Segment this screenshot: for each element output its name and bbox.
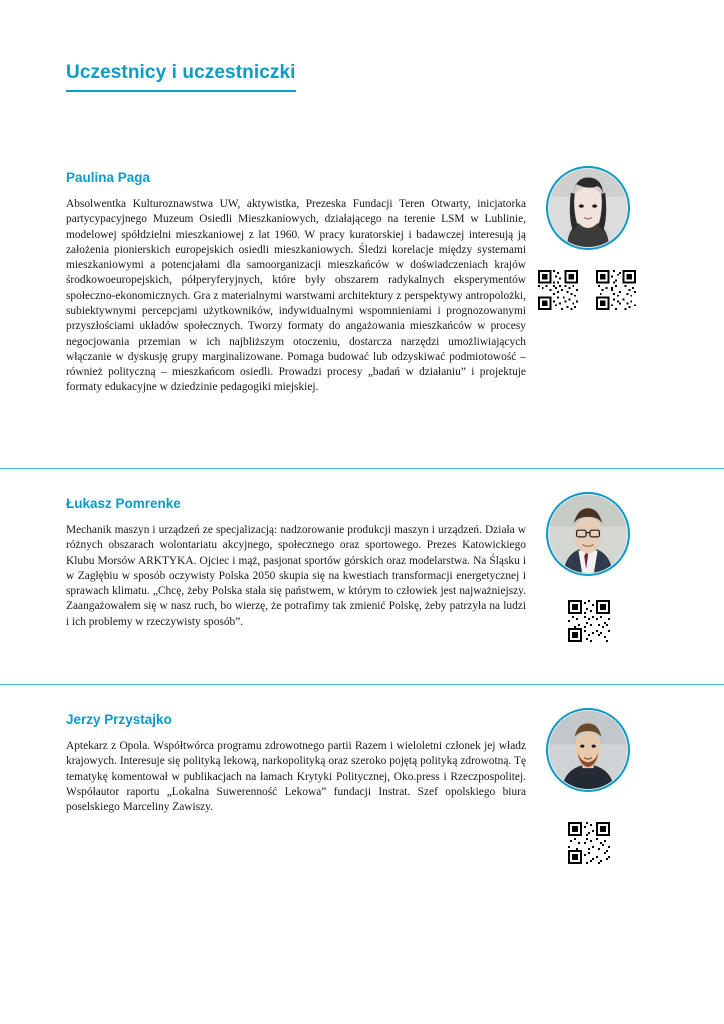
qr-codes [538, 270, 648, 310]
participant-name: Jerzy Przystajko [66, 712, 172, 727]
avatar [546, 492, 630, 576]
section-divider [0, 468, 724, 469]
avatar-image [546, 708, 630, 792]
portrait-illustration [548, 494, 628, 574]
qr-code-icon[interactable] [568, 600, 610, 642]
qr-codes [568, 822, 652, 864]
participant-entry [0, 712, 724, 832]
participant-name: Łukasz Pomrenke [66, 496, 181, 511]
qr-code-icon[interactable] [538, 270, 578, 310]
participant-bio: Mechanik maszyn i urządzeń ze specjalizacją: nadzorowanie produkcji maszyn i urządzeń. Działa w różnych obszarach wolontariatu akcyjnego, społecznego oraz sportowego. Prezes Katowickiego Klubu Morsów ARKTYKA. Ojciec i mąż, pasjonat sportów górskich oraz modelarstwa. Na Śląsku i w Zagłębiu w sposób oczywisty Polska 2050 skupia się na kwestiach transformacji energetycznej i sprawach klimatu. „Chcę, żeby Polska stała się państwem, w którym to człowiek jest najważniejszy. Zaangażowałem się w nasz ruch, bo wierzę, że potrafimy tak zmienić Polskę, żeby patrzyła na ludzi i ich problemy w rzeczywisty sposób”. [66, 524, 526, 628]
portrait-illustration [548, 168, 628, 248]
participant-entry [0, 496, 724, 628]
section-divider [0, 684, 724, 685]
avatar-image [546, 492, 630, 576]
portrait-illustration [548, 710, 628, 790]
avatar [546, 166, 630, 250]
avatar [546, 708, 630, 792]
qr-codes [568, 600, 652, 642]
participant-bio: Absolwentka Kulturoznawstwa UW, aktywistka, Prezeska Fundacji Teren Otwarty, inicjatorka partycypacyjnego Muzeum Osiedli Mieszkaniowych, działającego na terenie LSM w Lublinie, modelowej spółdzielni mieszkaniowej z lat 1960. W pracy kuratorskiej i badawczej interesują ją założenia pionierskich europejskich osiedli mieszkaniowych. Śledzi korelacje między systemami mieszkaniowymi a potencjałami dla samoorganizacji mieszkańców w doświadczeniach krajów środkowoeuropejskich, półperyferyjnych, które były obszarem radykalnych eksperymentów społeczno-ekonomicznych. Gra z materialnymi warstwami architektury z perspektywy antropolożki, subiektywnymi percepcjami użytkowników, indywidualnymi wspomnieniami i prognozowanymi przyszłościami układów społecznych. Tworzy formaty do angażowania mieszkańców w procesy negocjowania przemian w ich najbliższym otoczeniu, dostarcza narzędzi umożliwiających włączanie w dyskusję grupy marginalizowane. Pomaga budować lub odzyskiwać podmiotowość – również polityczną – mieszkańcom osiedli. Prowadzi procesy „badań w działaniu” i projektuje formaty edukacyjne w dziedzinie pedagogiki miejskiej. [66, 198, 526, 394]
qr-code-icon[interactable] [596, 270, 636, 310]
participant-entry [0, 170, 724, 394]
qr-code-icon[interactable] [568, 822, 610, 864]
avatar-image [546, 166, 630, 250]
participant-bio: Aptekarz z Opola. Współtwórca programu zdrowotnego partii Razem i wieloletni członek jej władz krajowych. Interesuje się polityką lekową, narkopolityką oraz szeroko pojętą polityką zdrowotną. Tę tematykę komentował w publikacjach na łamach Krytyki Politycznej, Oko.press i Rzeczpospolitej. Współautor raportu „Lokalna Suwerenność Lekowa” fundacji Instrat. Szef opolskiego biura poselskiego Marceliny Zawiszy. [66, 740, 526, 814]
participant-name: Paulina Paga [66, 170, 151, 185]
page-title: Uczestnicy i uczestniczki [66, 62, 296, 92]
